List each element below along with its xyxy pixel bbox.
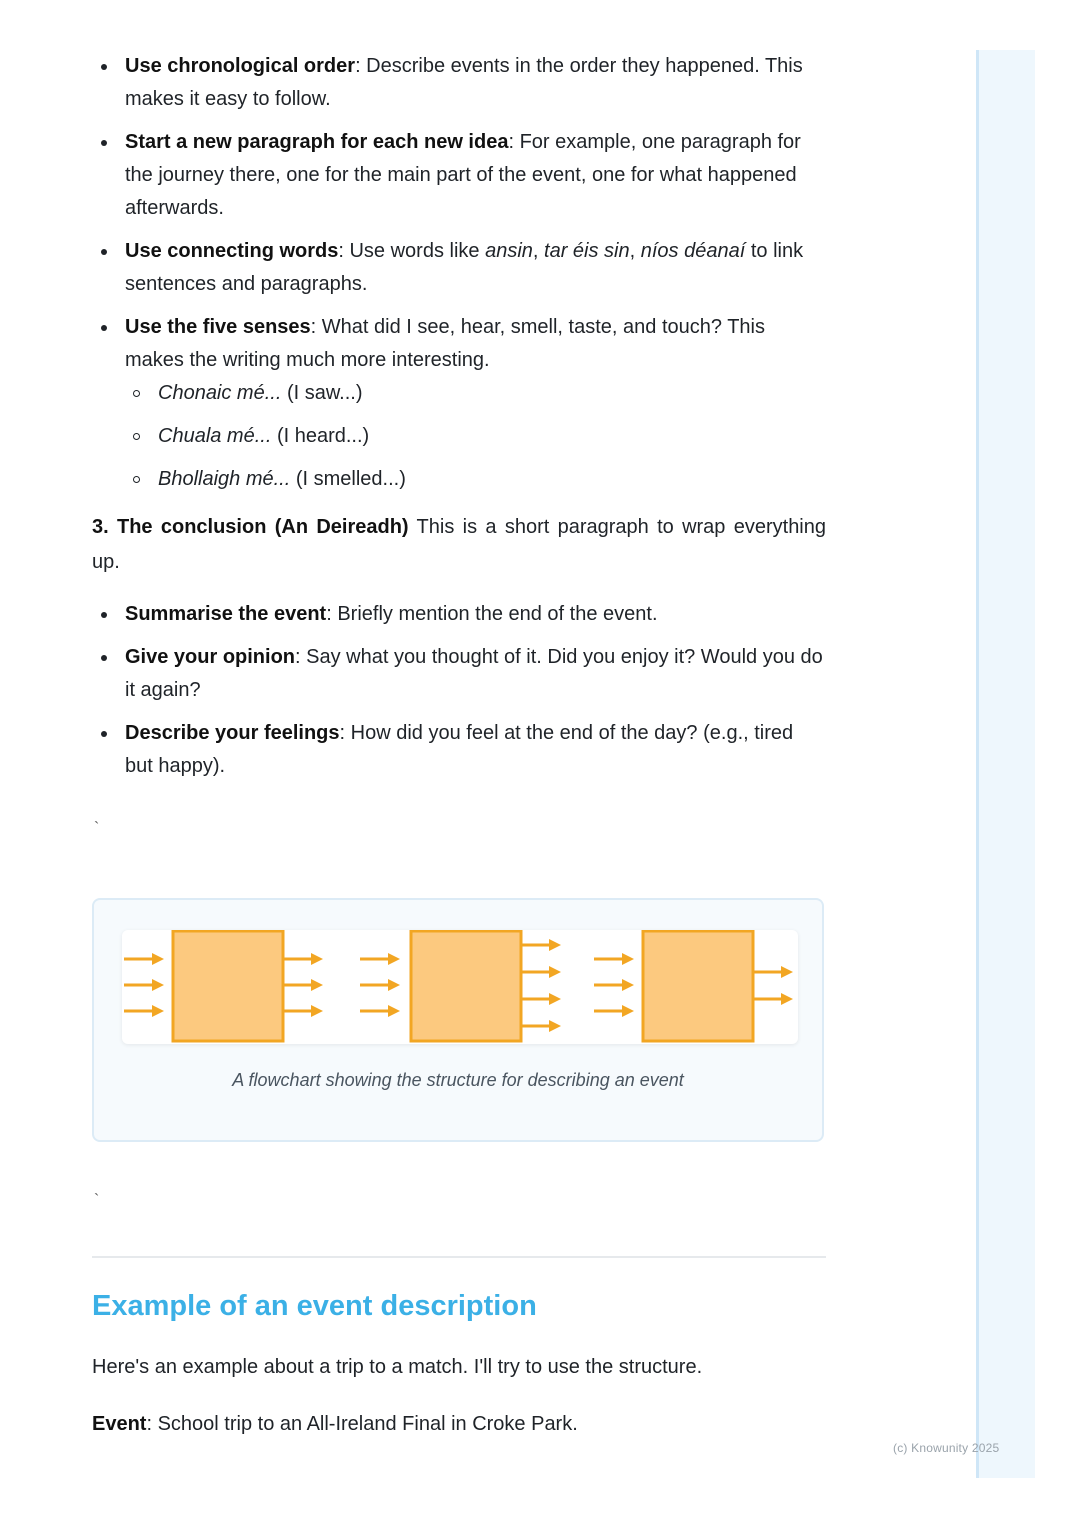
arrow-icon: [521, 1020, 561, 1032]
item-bold: Describe your feelings: [125, 722, 340, 744]
item-text: : How did you feel at the end of the day? (e.g., tired but happy).: [125, 722, 794, 777]
section-heading: 3. The conclusion (An Deireadh): [92, 516, 409, 538]
arrow-icon: [594, 1005, 634, 1017]
item-bold: Summarise the event: [125, 603, 327, 625]
arrow-icon: [283, 1005, 323, 1017]
list-item: [92, 126, 826, 225]
list-item: [92, 598, 826, 631]
item-text: : What did I see, hear, smell, taste, and touch? This makes the writing much more interesting.: [125, 316, 765, 371]
irish-phrase: Bhollaigh mé...: [158, 468, 291, 490]
flow-box: [173, 931, 283, 1041]
sublist-item: [125, 377, 826, 410]
arrow-icon: [521, 966, 561, 978]
stray-backtick: `: [94, 820, 100, 837]
arrow-icon: [753, 966, 793, 978]
flow-box: [643, 931, 753, 1041]
list-item: [92, 235, 826, 301]
arrow-icon: [594, 979, 634, 991]
translation: (I heard...): [271, 425, 370, 447]
item-text: : Say what you thought of it. Did you enjoy it? Would you do it again?: [125, 646, 823, 701]
right-sidebar-strip: [976, 50, 1035, 1478]
stray-backtick: `: [94, 1192, 100, 1209]
flow-box: [411, 931, 521, 1041]
flowchart-image: [122, 930, 798, 1044]
arrow-icon: [594, 953, 634, 965]
separator: ,: [629, 240, 641, 262]
arrow-icon: [124, 953, 164, 965]
irish-phrase: Chonaic mé...: [158, 382, 282, 404]
sublist-item: [125, 420, 826, 453]
copyright-footer: (c) Knowunity 2025: [893, 1441, 1000, 1455]
section-heading: Example of an event description: [92, 1290, 537, 1322]
item-text: to link sentences and paragraphs.: [125, 240, 804, 295]
senses-sublist: [125, 377, 826, 496]
list-item: [92, 717, 826, 783]
arrow-icon: [124, 1005, 164, 1017]
flowchart-diagram: [122, 930, 798, 1044]
item-bold: Give your opinion: [125, 646, 296, 668]
item-bold: Use connecting words: [125, 240, 339, 262]
conclusion-paragraph: [92, 510, 826, 580]
event-text: : School trip to an All-Ireland Final in Croke Park.: [146, 1413, 578, 1435]
irish-term: tar éis sin: [544, 240, 630, 262]
arrow-icon: [283, 979, 323, 991]
arrow-icon: [124, 979, 164, 991]
irish-term: ansin: [485, 240, 533, 262]
paragraph-text: This is a short paragraph to wrap everything up.: [92, 516, 826, 573]
divider: [92, 1256, 826, 1258]
irish-phrase: Chuala mé...: [158, 425, 272, 447]
arrow-icon: [283, 953, 323, 965]
item-bold: Use the five senses: [125, 316, 311, 338]
flowchart-figure: [92, 898, 824, 1142]
sublist-item: [125, 463, 826, 496]
list-item: [92, 311, 826, 496]
item-text: : Describe events in the order they happened. This makes it easy to follow.: [125, 55, 803, 110]
arrow-icon: [360, 953, 400, 965]
event-label: Event: [92, 1413, 147, 1435]
item-text: : For example, one paragraph for the journey there, one for the main part of the event, one for what happened afterwards.: [125, 131, 801, 219]
separator: ,: [532, 240, 545, 262]
event-line: [92, 1409, 578, 1439]
item-text: : Use words like: [338, 240, 486, 262]
item-text: : Briefly mention the end of the event.: [326, 603, 658, 625]
technique-list: [92, 50, 826, 496]
irish-term: níos déanaí: [640, 240, 746, 262]
list-item: [92, 50, 826, 116]
translation: (I saw...): [281, 382, 363, 404]
translation: (I smelled...): [290, 468, 406, 490]
arrow-icon: [360, 979, 400, 991]
arrow-icon: [521, 939, 561, 951]
intro-paragraph: Here's an example about a trip to a match. I'll try to use the structure.: [92, 1356, 703, 1378]
main-content: [92, 50, 826, 793]
item-bold: Use chronological order: [125, 55, 356, 77]
arrow-icon: [521, 993, 561, 1005]
item-bold: Start a new paragraph for each new idea: [125, 131, 509, 153]
list-item: [92, 641, 826, 707]
figure-caption: A flowchart showing the structure for describing an event: [232, 1070, 684, 1090]
arrow-icon: [360, 1005, 400, 1017]
arrow-icon: [753, 993, 793, 1005]
conclusion-list: [92, 598, 826, 783]
